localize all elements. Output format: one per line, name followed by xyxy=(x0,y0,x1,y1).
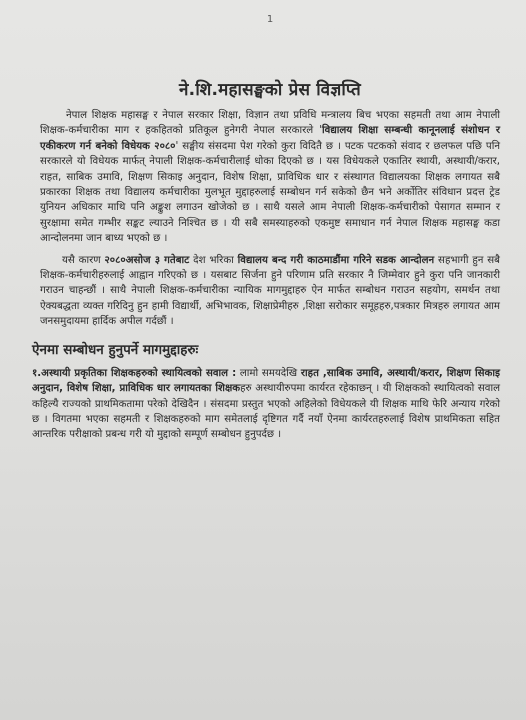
demand-item-1-title: १.अस्थायी प्रकृतिका शिक्षकहरुको स्थायित्वको सवाल : xyxy=(32,367,237,379)
protest-description: विद्यालय बन्द गरी काठमाडौंमा गरिने सडक आन्दोलन xyxy=(237,254,435,266)
paragraph-call-text-3: सहभागी हुन सबै शिक्षक-कर्मचारीहरुलाई आह्वान गरिएको छ । यसबाट सिर्जना हुने परिणाम प्रति सरकार नै जिम्मेवार हुने कुरा पनि जानकारी गराउन चाहन्छौं । साथै नेपाली शिक्षक-कर्मचारीका न्यायिक मागमुद्दाहरु ऐन मार्फत सम्बोधन गराउन सहयोग, समर्थन तथा ऐक्यबद्धता व्यक्त गरिदिनु हुन हामी विद्यार्थी, अभिभावक, शिक्षाप्रेमीहरु ,शिक्षा सरोकार समूहहरु,पत्रकार मित्रहरु लगायत आम जनसमुदायमा हार्दिक अपील गर्दछौं । xyxy=(40,254,501,328)
paragraph-call xyxy=(40,253,500,330)
paragraph-call-text-2: देश भरिका xyxy=(189,254,238,266)
demand-item-1-text-2: हरु अस्थायीरुपमा कार्यरत रहेकाछन् । यी शिक्षकको स्थायित्वको सवाल कहिल्यै राज्यको प्राथमिकतामा परेको देखिदैन । संसदमा प्रस्तुत भएको अहिलेको विधेयकले यी शिक्षक माथि फेरि अन्याय गरेको छ । विगतमा भएका सहमती र शिक्षकहरुको माग समेतलाई दृष्टिगत गर्दै नयाँ ऐनमा कार्यरतहरुलाई विशेष प्राथमिकता सहित आन्तरिक परीक्षाको प्रबन्ध गरी यो मुद्दाको सम्पूर्ण सम्बोधन हुनुपर्दछ । xyxy=(32,383,500,441)
paragraph-intro-text-2: ' सङ्घीय संसदमा पेश गरेको कुरा विदितै छ । पटक पटकको संवाद र छलफल पछि पनि सरकारले यो विधेयक मार्फत् नेपाली शिक्षक-कर्मचारीलाई धोका दिएको छ । यस विधेयकले एकातिर स्थायी, अस्थायी/करार, राहत, साबिक उमावि, शिक्षण सिकाइ अनुदान, विशेष शिक्षा, प्राविधिक धार र संस्थागत विद्यालयका शिक्षक लगायत सबै प्रकारका शिक्षक तथा विद्यालय कर्मचारीका मुलभूत मुद्दाहरुलाई सम्बोधन गर्न सकेको छैन भने अर्कोतिर संविधान प्रदत्त ट्रेड युनियन अधिकार माथि पनि अङ्कुश लगाउन खोजेको छ । साथै यसले आम नेपाली शिक्षक-कर्मचारीको पेसागत सम्मान र सुरक्षामा समेत गम्भीर सङ्कट ल्याउने निश्चित छ । यी सबै समस्याहरुको एकमुष्ट समाधान गर्न नेपाल शिक्षक महासङ्घ कडा आन्दोलनमा जान बाध्य भएको छ । xyxy=(40,140,500,245)
protest-date: २०८०असोज ३ गतेबाट xyxy=(104,254,190,266)
page-number: 1 xyxy=(266,14,274,25)
page-title: ने.शि.महासङ्घको प्रेस विज्ञप्ति xyxy=(179,80,361,100)
demand-item-1-teacher-types: राहत ,साबिक उमावि, अस्थायी/करार, शिक्षण सिकाइ अनुदान, विशेष शिक्षा, प्राविधिक धार लगायतका शिक्षक xyxy=(32,367,501,395)
bill-name: विद्यालय शिक्षा सम्बन्धी कानूनलाई संशोधन र एकीकरण गर्न बनेको विधेयक २०८० xyxy=(40,125,500,152)
demand-item-1 xyxy=(32,366,500,443)
paragraph-intro xyxy=(40,108,500,247)
section-heading: ऐनमा सम्बोधन हुनुपर्ने मागमुद्दाहरुः xyxy=(32,341,199,358)
paragraph-call-text-1: यसै कारण xyxy=(62,254,105,266)
paragraph-intro-text-1: नेपाल शिक्षक महासङ्घ र नेपाल सरकार शिक्षा, विज्ञान तथा प्रविधि मन्त्रालय बिच भएका सहमती तथा आम नेपाली शिक्षक-कर्मचारीका माग र हकहितको प्रतिकूल हुनेगरी नेपाल सरकारले ' xyxy=(40,110,500,137)
demand-item-1-text-1: लामो समयदेखि xyxy=(236,367,301,379)
